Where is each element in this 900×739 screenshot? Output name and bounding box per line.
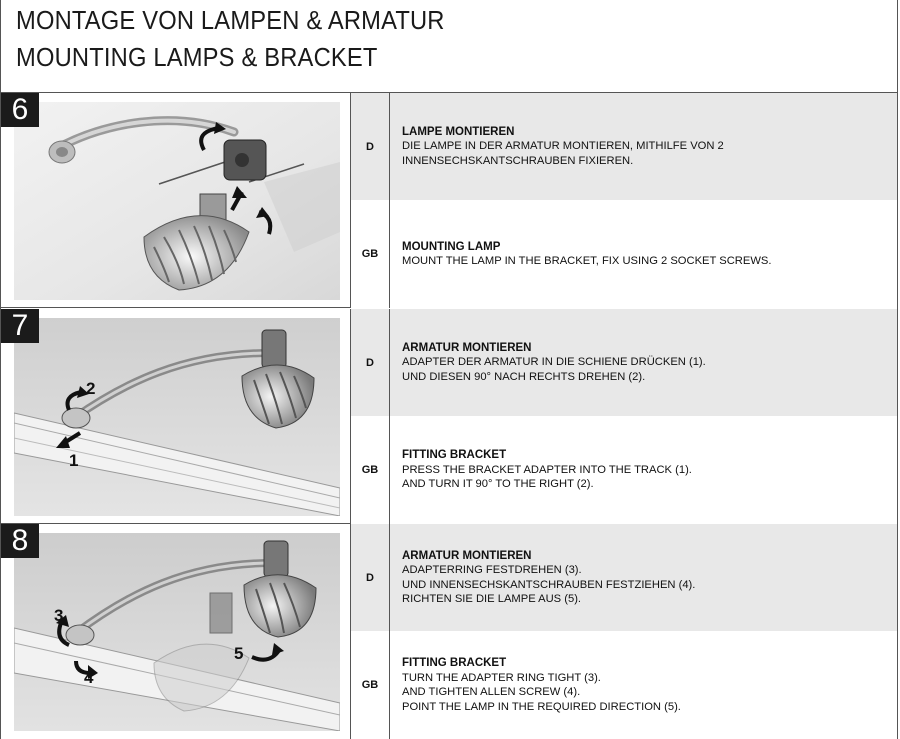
language-code: D [351, 93, 390, 200]
english-instructions [351, 200, 897, 308]
language-code: D [351, 524, 390, 631]
instruction-text [402, 309, 887, 416]
language-code: GB [351, 631, 390, 739]
language-code: D [351, 309, 390, 416]
instruction-line: AND TURN IT 90° TO THE RIGHT (2). [402, 478, 594, 491]
step-6 [1, 93, 897, 308]
instruction-line: AND TIGHTEN ALLEN SCREW (4). [402, 686, 581, 698]
instruction-line: DIE LAMPE IN DER ARMATUR MONTIEREN, MITHILFE VON 2 [402, 140, 724, 153]
instruction-heading: ARMATUR MONTIEREN [402, 549, 532, 562]
step-number: 6 [1, 93, 39, 127]
english-instructions [351, 631, 897, 739]
figure-label: 3 [54, 606, 64, 625]
german-instructions [351, 524, 897, 631]
instruction-text [402, 524, 887, 631]
step-number: 8 [1, 524, 39, 558]
step-7 [1, 309, 897, 524]
figure-label: 1 [69, 451, 79, 470]
instruction-heading: MOUNTING LAMP [402, 240, 501, 253]
english-instructions [351, 416, 897, 524]
title-english: MOUNTING LAMPS & BRACKET [16, 44, 378, 72]
figure-label: 5 [234, 644, 244, 663]
figure-label: 2 [86, 379, 96, 398]
instruction-line: UND INNENSECHSKANTSCHRAUBEN FESTZIEHEN (4). [402, 578, 696, 591]
title-german: MONTAGE VON LAMPEN & ARMATUR [16, 7, 445, 35]
instruction-line: MOUNT THE LAMP IN THE BRACKET, FIX USING 2 SOCKET SCREWS. [402, 255, 772, 267]
instruction-text [402, 631, 887, 739]
german-instructions [351, 309, 897, 416]
step-6-figure [1, 93, 351, 307]
instruction-heading: LAMPE MONTIEREN [402, 125, 515, 138]
lamp-adjustment-illustration [14, 533, 340, 731]
lamp-mounting-illustration [14, 102, 340, 300]
instruction-text [402, 200, 887, 308]
instruction-heading: FITTING BRACKET [402, 657, 507, 669]
step-number: 7 [1, 309, 39, 343]
page-header [1, 0, 897, 93]
step-8-figure [1, 524, 351, 739]
instruction-heading: FITTING BRACKET [402, 449, 507, 462]
language-code: GB [351, 200, 390, 308]
german-instructions [351, 93, 897, 200]
instruction-line: TURN THE ADAPTER RING TIGHT (3). [402, 671, 601, 684]
instruction-line: PRESS THE BRACKET ADAPTER INTO THE TRACK (1). [402, 463, 692, 476]
instruction-line: ADAPTERRING FESTDREHEN (3). [402, 564, 582, 576]
instruction-line: RICHTEN SIE DIE LAMPE AUS (5). [402, 593, 582, 605]
instruction-heading: ARMATUR MONTIEREN [402, 341, 532, 354]
step-7-figure [1, 309, 351, 523]
step-8 [1, 524, 897, 739]
language-code: GB [351, 416, 390, 524]
instruction-line: ADAPTER DER ARMATUR IN DIE SCHIENE DRÜCKEN (1). [402, 356, 706, 369]
instruction-text [402, 93, 887, 200]
instruction-line: UND DIESEN 90° NACH RECHTS DREHEN (2). [402, 370, 646, 383]
instruction-line: POINT THE LAMP IN THE REQUIRED DIRECTION (5). [402, 700, 681, 713]
instruction-line: INNENSECHSKANTSCHRAUBEN FIXIEREN. [402, 154, 634, 167]
figure-label: 4 [84, 668, 94, 687]
instruction-text [402, 416, 887, 524]
bracket-fitting-illustration [14, 318, 340, 516]
